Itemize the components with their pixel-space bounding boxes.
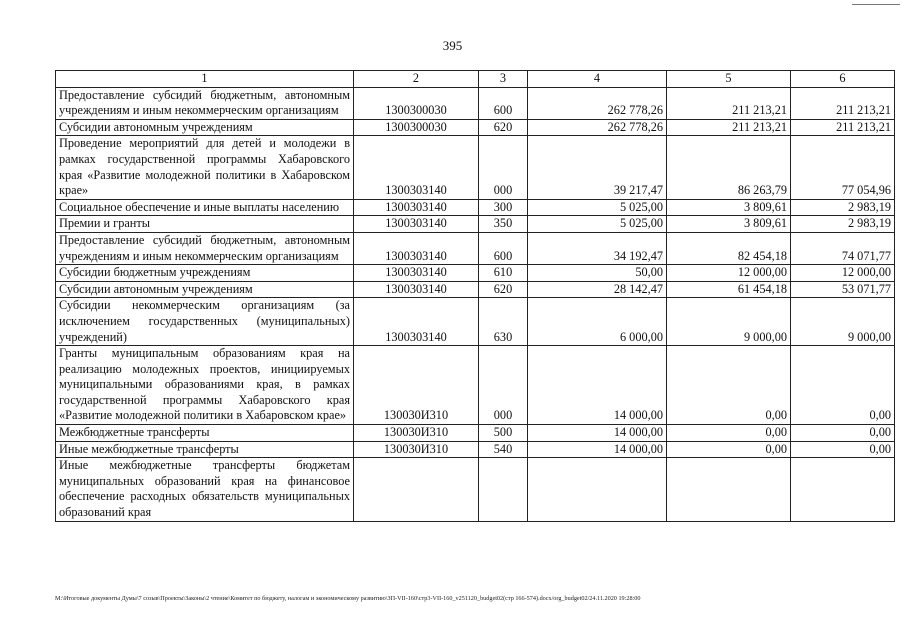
row-value-3: 2 983,19	[791, 199, 895, 216]
row-value-1: 14 000,00	[528, 441, 667, 458]
row-vr: 610	[479, 265, 528, 282]
table-row	[56, 425, 895, 442]
table-row	[56, 232, 895, 264]
row-value-3: 0,00	[791, 441, 895, 458]
row-vr: 620	[479, 281, 528, 298]
column-header: 4	[528, 71, 667, 88]
row-code: 1300303140	[354, 232, 479, 264]
table-row	[56, 136, 895, 199]
row-vr: 620	[479, 119, 528, 136]
row-value-2: 211 213,21	[667, 119, 791, 136]
row-value-2: 3 809,61	[667, 216, 791, 233]
table-row	[56, 199, 895, 216]
row-name: Предоставление субсидий бюджетным, автономным учреждениям и иным некоммерческим организациям	[56, 87, 354, 119]
row-value-2: 9 000,00	[667, 298, 791, 346]
table-row	[56, 281, 895, 298]
row-value-3: 211 213,21	[791, 119, 895, 136]
row-code	[354, 458, 479, 521]
column-header: 2	[354, 71, 479, 88]
row-value-2: 86 263,79	[667, 136, 791, 199]
document-path-footer: M:\Итоговые документы Думы\7 созыв\Проекты\Законы\2 чтение\Комитет по бюджету, налогам и экономическому развитию\ЗП-VII-160\стр3-VII-160_v251120_budget02(стр 166-574).docx/org_budget02/24.11.2020 19:28:00	[55, 595, 641, 602]
row-name: Субсидии автономным учреждениям	[56, 119, 354, 136]
table-row	[56, 298, 895, 346]
row-vr: 350	[479, 216, 528, 233]
row-code: 1300303140	[354, 136, 479, 199]
row-name: Субсидии некоммерческим организациям (за исключением государственных (муниципальных) учреждений)	[56, 298, 354, 346]
row-name: Субсидии бюджетным учреждениям	[56, 265, 354, 282]
row-value-2: 82 454,18	[667, 232, 791, 264]
row-code: 1300303140	[354, 298, 479, 346]
column-header: 5	[667, 71, 791, 88]
row-code: 130030И310	[354, 425, 479, 442]
table-row	[56, 441, 895, 458]
row-code: 1300300030	[354, 87, 479, 119]
row-name: Социальное обеспечение и иные выплаты населению	[56, 199, 354, 216]
row-name: Гранты муниципальным образованиям края на реализацию молодежных проектов, инициируемых муниципальными образованиями края, в рамках государственной программы Хабаровского края «Развитие молодежной политики в Хабаровском крае»	[56, 346, 354, 425]
row-code: 1300303140	[354, 216, 479, 233]
column-header: 1	[56, 71, 354, 88]
row-value-3	[791, 458, 895, 521]
row-vr: 630	[479, 298, 528, 346]
row-value-2: 12 000,00	[667, 265, 791, 282]
row-vr: 540	[479, 441, 528, 458]
row-name: Иные межбюджетные трансферты бюджетам муниципальных образований края на финансовое обеспечение расходных обязательств муниципальных образований края	[56, 458, 354, 521]
row-value-1: 6 000,00	[528, 298, 667, 346]
row-vr: 500	[479, 425, 528, 442]
row-value-3: 2 983,19	[791, 216, 895, 233]
row-value-3: 0,00	[791, 346, 895, 425]
row-code: 1300303140	[354, 281, 479, 298]
row-code: 1300300030	[354, 119, 479, 136]
table-row	[56, 216, 895, 233]
row-value-1: 34 192,47	[528, 232, 667, 264]
row-value-3: 0,00	[791, 425, 895, 442]
row-value-1: 50,00	[528, 265, 667, 282]
column-header: 6	[791, 71, 895, 88]
table-row	[56, 346, 895, 425]
row-value-1: 39 217,47	[528, 136, 667, 199]
row-name: Субсидии автономным учреждениям	[56, 281, 354, 298]
row-value-1: 14 000,00	[528, 346, 667, 425]
row-value-2: 3 809,61	[667, 199, 791, 216]
table-row	[56, 458, 895, 521]
row-code: 130030И310	[354, 346, 479, 425]
row-value-1: 262 778,26	[528, 87, 667, 119]
row-vr: 000	[479, 136, 528, 199]
row-name: Проведение мероприятий для детей и молодежи в рамках государственной программы Хабаровского края «Развитие молодежной политики в Хабаровском крае»	[56, 136, 354, 199]
row-value-1: 5 025,00	[528, 216, 667, 233]
row-value-1	[528, 458, 667, 521]
row-vr	[479, 458, 528, 521]
row-value-3: 74 071,77	[791, 232, 895, 264]
row-vr: 300	[479, 199, 528, 216]
row-code: 1300303140	[354, 199, 479, 216]
budget-table	[55, 70, 895, 522]
row-name: Межбюджетные трансферты	[56, 425, 354, 442]
row-vr: 600	[479, 87, 528, 119]
column-header: 3	[479, 71, 528, 88]
table-header-row	[56, 71, 895, 88]
row-code: 130030И310	[354, 441, 479, 458]
row-vr: 000	[479, 346, 528, 425]
row-value-2: 0,00	[667, 441, 791, 458]
row-value-2: 61 454,18	[667, 281, 791, 298]
row-value-1: 28 142,47	[528, 281, 667, 298]
row-value-3: 77 054,96	[791, 136, 895, 199]
row-value-3: 12 000,00	[791, 265, 895, 282]
row-value-2: 0,00	[667, 425, 791, 442]
page-number: 395	[442, 38, 463, 53]
row-value-3: 211 213,21	[791, 87, 895, 119]
row-vr: 600	[479, 232, 528, 264]
table-row	[56, 87, 895, 119]
row-name: Иные межбюджетные трансферты	[56, 441, 354, 458]
table-row	[56, 265, 895, 282]
row-value-3: 53 071,77	[791, 281, 895, 298]
row-value-1: 5 025,00	[528, 199, 667, 216]
row-name: Предоставление субсидий бюджетным, автономным учреждениям и иным некоммерческим организациям	[56, 232, 354, 264]
row-name: Премии и гранты	[56, 216, 354, 233]
row-value-2: 0,00	[667, 346, 791, 425]
table-row	[56, 119, 895, 136]
row-value-1: 14 000,00	[528, 425, 667, 442]
top-edge-line	[852, 4, 900, 5]
row-value-3: 9 000,00	[791, 298, 895, 346]
row-value-1: 262 778,26	[528, 119, 667, 136]
row-code: 1300303140	[354, 265, 479, 282]
row-value-2	[667, 458, 791, 521]
row-value-2: 211 213,21	[667, 87, 791, 119]
